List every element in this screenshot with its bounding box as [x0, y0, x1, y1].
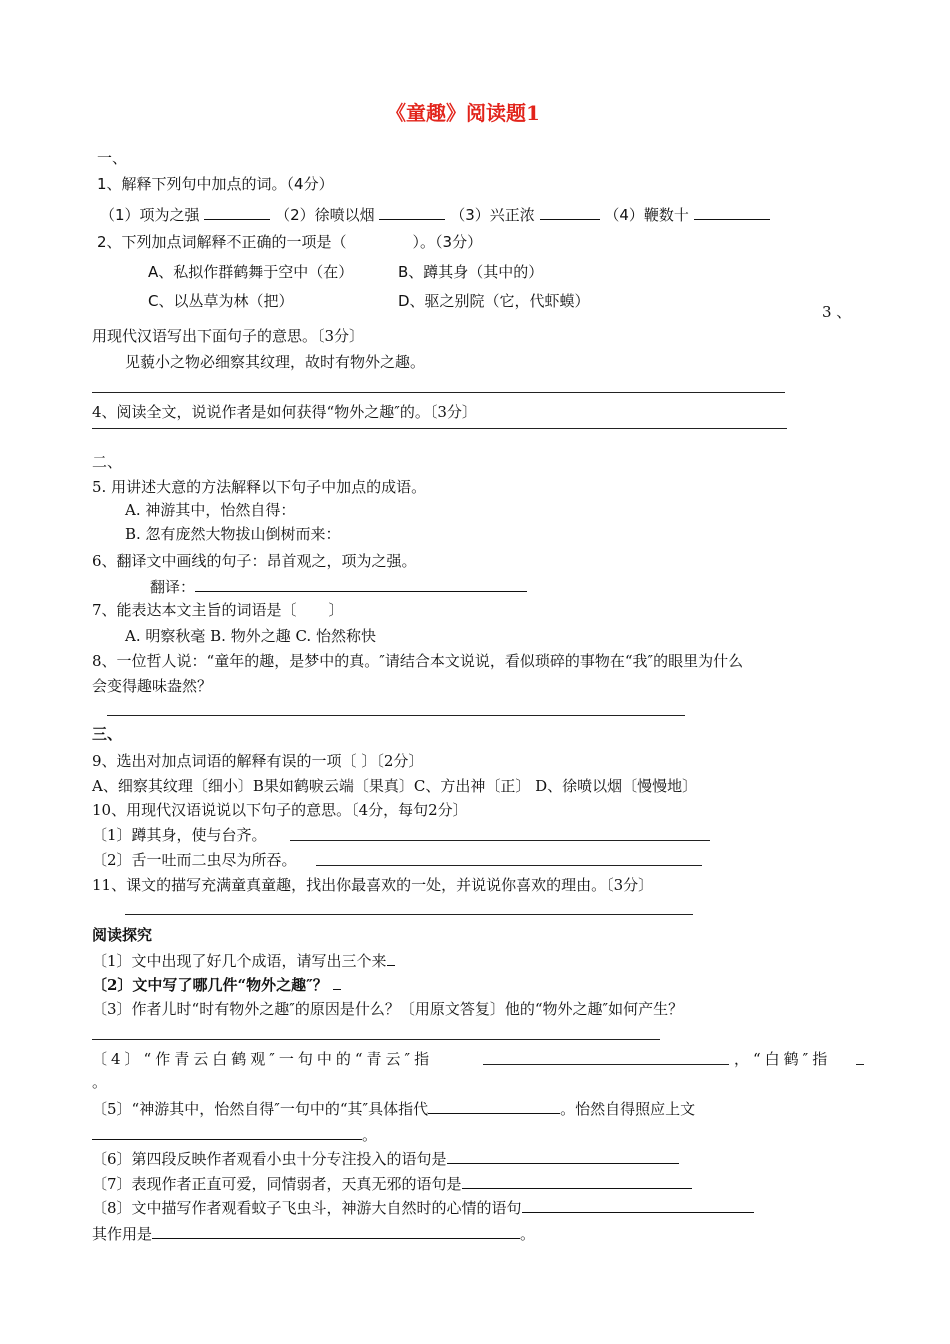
explore-q2	[92, 974, 341, 995]
section-2-heading: 二、	[92, 453, 123, 471]
explore-q3: 〔3〕作者儿时“时有物外之趣″的原因是什么？〔用原文答复〕他的“物外之趣″如何产生？	[92, 1000, 684, 1018]
section-1-heading: 一、	[97, 149, 128, 167]
explore-q5	[92, 1098, 695, 1119]
answer-line-3[interactable]	[92, 392, 785, 393]
q10-item-1-text: 〔1〕蹲其身，使与台齐。	[92, 826, 267, 844]
explore-q4-end: 。	[92, 1073, 108, 1091]
question-2	[97, 232, 482, 252]
explore-q1-blank[interactable]	[387, 950, 395, 966]
q1-item-3: （3）兴正浓	[450, 206, 535, 224]
explore-q4-blank-1[interactable]	[483, 1064, 729, 1065]
explore-q7-blank[interactable]	[462, 1173, 692, 1189]
q6-translation-blank[interactable]	[195, 576, 527, 592]
explore-q6-blank[interactable]	[447, 1148, 679, 1164]
q1-blank-2[interactable]	[379, 204, 445, 220]
q7-options: A. 明察秋毫 B. 物外之趣 C. 怡然称快	[125, 627, 376, 645]
question-8-line-2: 会变得趣味盎然？	[92, 677, 213, 695]
explore-q2-text: 〔2〕文中写了哪几件“物外之趣″？	[92, 976, 328, 994]
explore-q5-text-a: 〔5〕“神游其中，怡然自得″一句中的“其″具体指代	[92, 1100, 429, 1118]
q1-item-1: （1）项为之强	[100, 206, 200, 224]
question-2-text: 2、下列加点词解释不正确的一项是（	[97, 233, 347, 251]
explore-q1-text: 〔1〕文中出现了好几个成语，请写出三个来	[92, 952, 387, 970]
q1-item-4: （4）鞭数十	[604, 206, 689, 224]
explore-q2-blank[interactable]	[333, 974, 341, 990]
q2-option-b: B、蹲其身（其中的）	[398, 263, 544, 281]
explore-q6	[92, 1148, 679, 1169]
explore-q8-role-label: 其作用是	[92, 1225, 153, 1243]
explore-q5-blank-1[interactable]	[428, 1098, 560, 1114]
explore-q4-text-a: 〔4〕“作青云白鹤观″一句中的“青云″指	[92, 1050, 434, 1068]
question-3-sentence: 见藐小之物必细察其纹理，故时有物外之趣。	[125, 353, 426, 371]
question-7	[92, 600, 344, 620]
question-6: 6、翻译文中画线的句子：昂首观之，项为之强。	[92, 552, 417, 570]
explore-q4	[92, 1049, 433, 1069]
explore-q5-end: 。	[362, 1126, 378, 1144]
explore-q8-text: 〔8〕文中描写作者观看蚊子飞虫斗，神游大自然时的心情的语句	[92, 1199, 522, 1217]
q6-translation	[150, 576, 527, 597]
explore-q1	[92, 950, 395, 971]
explore-q4-b: ，“白鹤″指	[734, 1050, 832, 1068]
q2-option-a: A、私拟作群鹤舞于空中（在）	[148, 263, 354, 281]
q10-item-2: 〔2〕舌一吐而二虫尽为所吞。	[92, 851, 297, 869]
question-4: 4、阅读全文，说说作者是如何获得“物外之趣″的。〔3分〕	[92, 403, 477, 421]
question-8-line-1: 8、一位哲人说：“童年的趣，是梦中的真。″请结合本文说说，看似琐碎的事物在“我″的眼里为什么	[92, 652, 744, 670]
answer-line-11[interactable]	[125, 914, 693, 915]
answer-line-4[interactable]	[92, 428, 787, 429]
explore-q4-blank-2[interactable]	[856, 1064, 864, 1065]
q1-item-2: （2）徐喷以烟	[275, 206, 375, 224]
explore-q5-blank-2[interactable]	[92, 1124, 362, 1140]
question-10: 10、用现代汉语说说以下句子的意思。〔4分，每句2分〕	[92, 801, 468, 819]
question-2-end: ）。（3分）	[412, 233, 483, 251]
q9-options: A、细察其纹理〔细小〕B果如鹤唳云端〔果真〕C、方出神〔正〕 D、徐喷以烟〔慢慢地〕	[92, 777, 698, 795]
q1-blank-4[interactable]	[694, 204, 770, 220]
q2-option-c: C、以丛草为林（把）	[148, 292, 294, 310]
question-3: 用现代汉语写出下面句子的意思。〔3分〕	[92, 327, 365, 345]
q1-blank-3[interactable]	[540, 204, 600, 220]
explore-q7	[92, 1173, 692, 1194]
q10-item-1	[92, 825, 267, 845]
answer-line-8[interactable]	[107, 715, 685, 716]
explore-heading: 阅读探究	[92, 926, 153, 944]
question-11: 11、课文的描写充满童真童趣，找出你最喜欢的一处，并说说你喜欢的理由。〔3分〕	[92, 876, 654, 894]
explore-q3-answer-line[interactable]	[92, 1039, 660, 1040]
question-5: 5. 用讲述大意的方法解释以下句子中加点的成语。	[92, 478, 427, 496]
page-title: 《童趣》阅读题1	[386, 101, 540, 125]
explore-q7-text: 〔7〕表现作者正直可爱，同情弱者，天真无邪的语句是	[92, 1175, 462, 1193]
q5-item-a: A. 神游其中，怡然自得：	[125, 501, 296, 519]
explore-q6-text: 〔6〕第四段反映作者观看小虫十分专注投入的语句是	[92, 1150, 447, 1168]
explore-q5-line-2	[92, 1124, 377, 1145]
question-7-text: 7、能表达本文主旨的词语是〔	[92, 601, 297, 619]
q10-answer-line-1[interactable]	[290, 840, 710, 841]
q1-blank-1[interactable]	[204, 204, 270, 220]
explore-q8-blank[interactable]	[522, 1197, 754, 1213]
section-3-heading: 三、	[92, 725, 123, 743]
question-1: 1、解释下列句中加点的词。（4分）	[97, 175, 334, 193]
explore-q5-text-b: 。怡然自得照应上文	[560, 1100, 696, 1118]
question-9: 9、选出对加点词语的解释有误的一项〔 〕〔2分〕	[92, 752, 424, 770]
q10-answer-line-2[interactable]	[316, 865, 702, 866]
question-1-items	[100, 204, 770, 225]
question-7-end: 〕	[328, 601, 344, 619]
q6-translation-label: 翻译：	[150, 578, 196, 596]
question-3-number: 3 、	[822, 303, 852, 321]
explore-q8-role-blank[interactable]	[152, 1223, 520, 1239]
explore-q8	[92, 1197, 754, 1218]
explore-q8-role	[92, 1223, 535, 1244]
explore-q8-role-end: 。	[520, 1225, 536, 1243]
q5-item-b: B. 忽有庞然大物拔山倒树而来：	[125, 525, 341, 543]
q2-option-d: D、驱之别院（它，代虾蟆）	[398, 292, 590, 310]
